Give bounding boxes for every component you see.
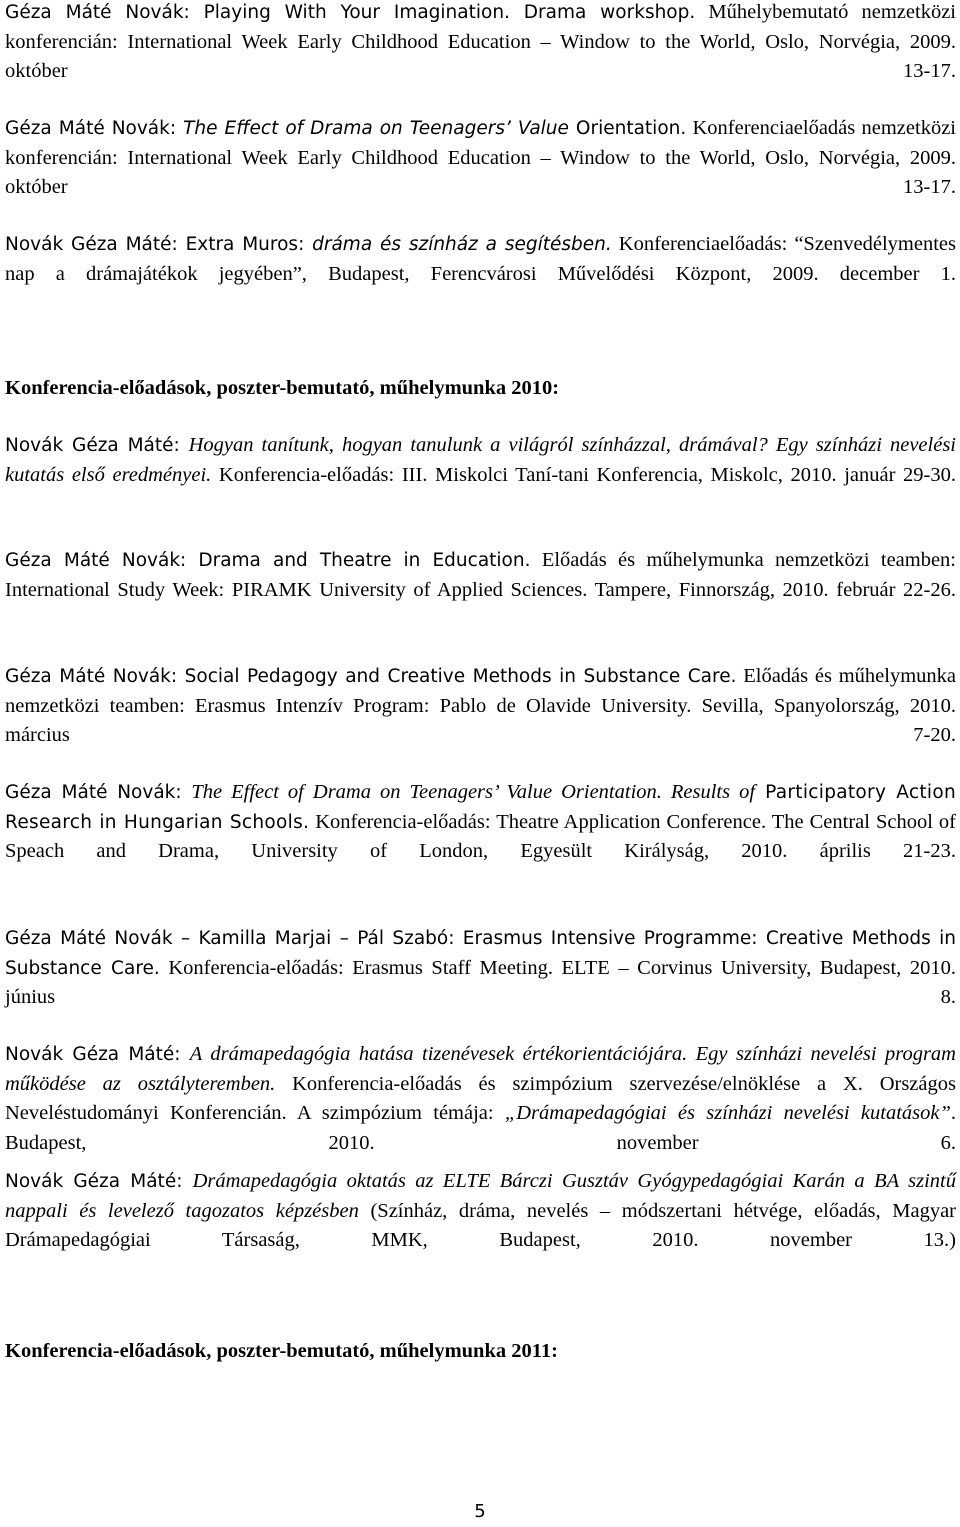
entry-details-end: . Budapest, 2010. november 6. — [5, 1102, 956, 1154]
entry-title: The Effect of Drama on Teenagers’ Value — [183, 118, 569, 139]
entry-title: dráma és színház a segítésben. — [312, 234, 612, 255]
entry-author-title: Géza Máté Novák: Playing With Your Imagination. Drama workshop. — [5, 2, 696, 23]
entry-details: Konferencia-előadás: Theatre Application Conference. The Central School of Speach and Drama, University of London, Egyesült Királyság, 2010. április 21-23. — [5, 810, 956, 862]
entry-author: Novák Géza Máté: — [5, 1044, 190, 1065]
entry-details: Konferencia-előadás és szimpózium szervezése/elnöklése a X. Országos Neveléstudományi Konferencián. A szimpózium témája: — [5, 1072, 956, 1124]
entry-author: Géza Máté Novák: — [5, 118, 184, 139]
entry-author: Novák Géza Máté: — [5, 1171, 193, 1192]
entry-details: Konferenciaelőadás: “Szenvedélymentes nap a drámajátékok jegyében”, Budapest, Ferencvárosi Művelődési Központ, 2009. december 1. — [5, 233, 956, 285]
entry-2009-3 — [5, 230, 956, 319]
entry-2009-1 — [5, 0, 956, 116]
entry-symposium-title: „Drámapedagógiai és színházi nevelési kutatások” — [504, 1102, 951, 1124]
entry-2010-3 — [5, 662, 956, 780]
entry-2010-6 — [5, 1040, 956, 1188]
entry-title: Drámapedagógia oktatás az ELTE Bárczi Gusztáv Gyógypedagógiai Karán a BA szintű nappali és levelező tagozatos képzésben — [5, 1170, 956, 1222]
entry-2010-4 — [5, 778, 956, 896]
entry-details: Konferencia-előadás: Erasmus Staff Meeting. ELTE – Corvinus University, Budapest, 2010. június 8. — [5, 956, 956, 1008]
entry-details: Előadás és műhelymunka nemzetközi teamben: International Study Week: PIRAMK University of Applied Sciences. Tampere, Finnország, 2010. február 22-26. — [5, 549, 957, 601]
entry-author-title: Géza Máté Novák: Social Pedagogy and Creative Methods in Substance Care. — [5, 666, 737, 687]
entry-author: Novák Géza Máté: — [5, 435, 189, 456]
entry-title: Hogyan tanítunk, hogyan tanulunk a világról színházzal, drámával? Egy színházi nevelési kutatás első eredményei. — [5, 434, 956, 486]
entry-details: Konferenciaelőadás nemzetközi konferencián: International Week Early Childhood Education – Window to the World, Oslo, Norvégia, 2009. október 13-17. — [5, 117, 956, 198]
entry-details: Műhelybemutató nemzetközi konferencián: International Week Early Childhood Education – Window to the World, Oslo, Norvégia, 2009. október 13-17. — [5, 1, 956, 82]
entry-author: Novák Géza Máté: Extra Muros: — [5, 234, 313, 255]
entry-author-title: Géza Máté Novák – Kamilla Marjai – Pál Szabó: Erasmus Intensive Programme: Creative Methods in Substance Care. — [5, 928, 956, 979]
entry-author-title: Géza Máté Novák: Drama and Theatre in Education. — [5, 550, 531, 571]
entry-subtitle: Participatory Action Research in Hungarian Schools. — [5, 782, 956, 833]
entry-title-end: Orientation. — [568, 118, 687, 139]
entry-2010-1 — [5, 431, 956, 520]
entry-title: The Effect of Drama on Teenagers’ Value Orientation. Results of — [191, 781, 756, 803]
entry-2010-5 — [5, 924, 956, 1042]
entry-2010-2 — [5, 546, 956, 635]
entry-details: Előadás és műhelymunka nemzetközi teamben: Erasmus Intenzív Program: Pablo de Olavide University. Sevilla, Spanyolország, 2010. március 7-20. — [5, 665, 956, 746]
entry-details: Konferencia-előadás: III. Miskolci Taní-tani Konferencia, Miskolc, 2010. január 29-30. — [211, 463, 956, 486]
entry-title: A drámapedagógia hatása tizenévesek értékorientációjára. Egy színházi nevelési program működése az osztályteremben. — [5, 1043, 956, 1095]
page-number: 5 — [474, 1501, 486, 1522]
entry-2009-2 — [5, 114, 956, 232]
entry-details: (Színház, dráma, nevelés – módszertani hétvége, előadás, Magyar Drámapedagógiai Társaság, MMK, Budapest, 2010. november 13.) — [5, 1199, 957, 1251]
section-heading-2011: Konferencia-előadások, poszter-bemutató, műhelymunka 2011: — [5, 1340, 558, 1362]
entry-2010-7 — [5, 1167, 956, 1285]
entry-author: Géza Máté Novák: — [5, 782, 192, 803]
section-heading-2010: Konferencia-előadások, poszter-bemutató, műhelymunka 2010: — [5, 377, 560, 399]
